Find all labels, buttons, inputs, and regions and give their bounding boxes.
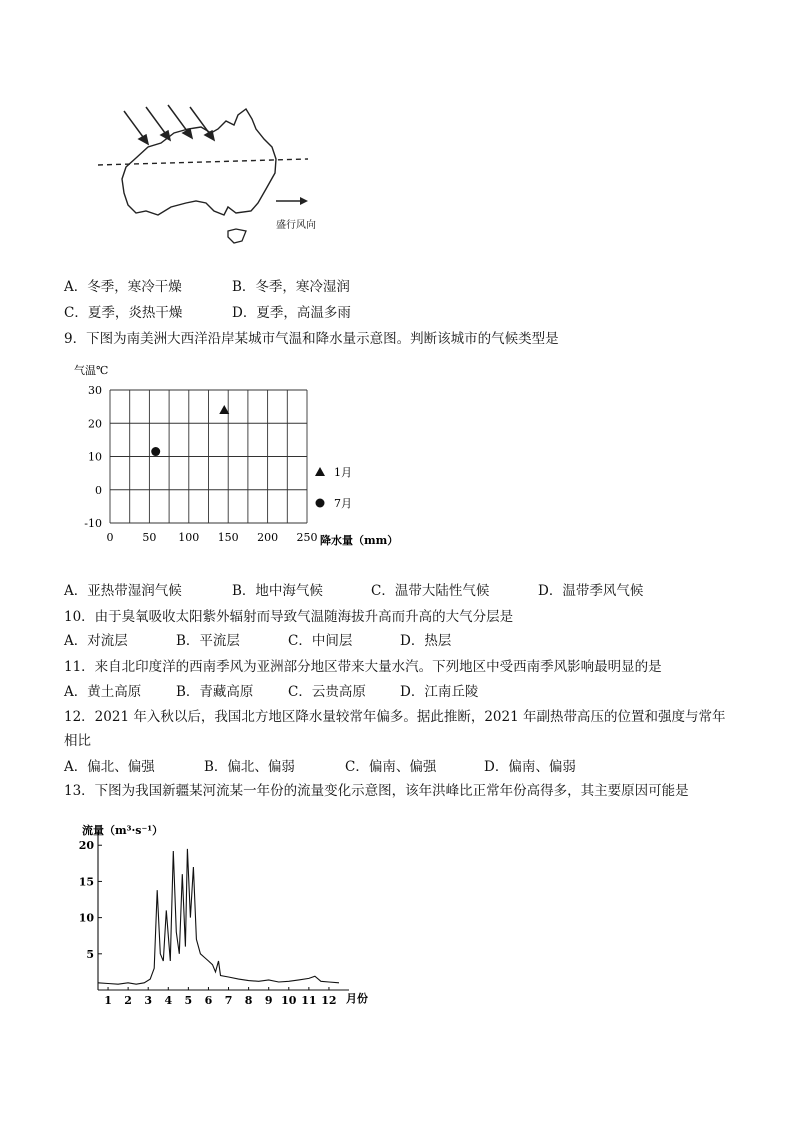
australia-map-svg (76, 103, 356, 263)
climate-point-jul (151, 447, 160, 456)
legend-label: 1月 (334, 466, 352, 479)
climate-x-tick: 150 (217, 531, 239, 544)
climate-x-tick: 200 (257, 531, 279, 544)
flow-x-tick: 5 (184, 994, 193, 1007)
flow-x-tick: 11 (301, 994, 317, 1007)
climate-grid (110, 390, 307, 523)
flow-x-tick: 12 (321, 994, 337, 1007)
climate-x-tick: 50 (142, 531, 157, 544)
q8-option-a[interactable]: A．冬季，寒冷干燥 (64, 279, 182, 295)
q11-option-a[interactable]: A．黄土高原 (64, 684, 142, 700)
climate-y-tick: 0 (95, 483, 102, 497)
climate-tick-labels (84, 384, 317, 544)
q9-option-d[interactable]: D．温带季风气候 (538, 583, 644, 599)
q8-option-b[interactable]: B．冬季，寒冷湿润 (232, 279, 350, 295)
flow-y-tick: 20 (78, 839, 94, 853)
climate-x-axis-label: 降水量（mm） (320, 534, 399, 547)
climate-y-tick: 10 (88, 450, 102, 464)
australia-map-figure (76, 103, 356, 263)
climate-chart-svg (70, 360, 410, 555)
climate-x-tick: 0 (106, 531, 114, 544)
flow-y-tick: 10 (78, 911, 94, 925)
flow-tick-labels (79, 839, 337, 1007)
flow-x-tick: 6 (204, 994, 213, 1007)
q12-option-c[interactable]: C．偏南、偏强 (345, 759, 437, 775)
legend-triangle-marker (315, 467, 325, 476)
flow-series-line (98, 849, 339, 984)
q9-option-a[interactable]: A．亚热带湿润气候 (64, 583, 182, 599)
q9-stem: 9．下图为南美洲大西洋沿岸某城市气温和降水量示意图。判断该城市的气候类型是 (64, 331, 559, 347)
q11-option-b[interactable]: B．青藏高原 (176, 684, 254, 700)
flow-x-tick: 3 (144, 994, 153, 1007)
climate-x-tick: 100 (178, 531, 200, 544)
flow-axes (98, 832, 349, 990)
q10-option-c[interactable]: C．中间层 (288, 633, 353, 649)
climate-y-tick: 20 (88, 417, 102, 431)
legend-circle-marker (316, 499, 325, 508)
q8-option-d[interactable]: D．夏季，高温多雨 (232, 305, 351, 321)
q11-option-c[interactable]: C．云贵高原 (288, 684, 366, 700)
q12-option-d[interactable]: D．偏南、偏弱 (484, 759, 576, 775)
legend-arrowhead (300, 197, 308, 205)
q10-option-d[interactable]: D．热层 (400, 633, 452, 649)
climate-legend (315, 466, 352, 510)
climate-y-axis-label: 气温℃ (74, 364, 109, 377)
flow-x-tick: 8 (244, 994, 253, 1007)
flow-x-tick: 4 (164, 994, 173, 1007)
q11-option-d[interactable]: D．江南丘陵 (400, 684, 479, 700)
flow-x-tick: 9 (264, 994, 273, 1007)
q13-stem: 13．下图为我国新疆某河流某一年份的流量变化示意图，该年洪峰比正常年份高得多，其主要原因可能是 (64, 783, 689, 799)
tasmania-outline (228, 229, 246, 243)
flow-x-tick: 7 (224, 994, 233, 1007)
q12-option-b[interactable]: B．偏北、偏弱 (204, 759, 295, 775)
flow-y-axis-label: 流量（m³·s⁻¹） (82, 824, 164, 837)
q12-stem-line2: 相比 (64, 733, 91, 749)
flow-x-tick: 1 (104, 994, 112, 1007)
legend-label: 7月 (334, 497, 352, 510)
flow-y-tick: 15 (78, 875, 94, 889)
q12-option-a[interactable]: A．偏北、偏强 (64, 759, 155, 775)
climate-y-tick: 30 (88, 384, 102, 397)
flow-x-axis-label: 月份 (346, 992, 368, 1005)
flow-x-tick: 10 (281, 994, 297, 1007)
q12-stem-line1: 12．2021 年入秋以后，我国北方地区降水量较常年偏多。据此推断，2021 年副热带高压的位置和强度与常年 (64, 709, 726, 725)
q10-option-b[interactable]: B．平流层 (176, 633, 240, 649)
map-legend-label: 盛行风向 (276, 220, 316, 231)
q9-option-b[interactable]: B．地中海气候 (232, 583, 323, 599)
climate-y-tick: -10 (84, 517, 102, 530)
flow-chart-figure (78, 818, 378, 1013)
q8-option-c[interactable]: C．夏季，炎热干燥 (64, 305, 183, 321)
q10-stem: 10．由于臭氧吸收太阳紫外辐射而导致气温随海拔升高而升高的大气分层是 (64, 609, 514, 625)
climate-x-tick: 250 (296, 531, 318, 544)
q10-option-a[interactable]: A．对流层 (64, 633, 128, 649)
climate-chart-figure (70, 360, 410, 555)
wind-arrows (124, 105, 214, 144)
q9-option-c[interactable]: C．温带大陆性气候 (371, 583, 490, 599)
flow-x-tick: 2 (124, 994, 132, 1007)
flow-chart-svg (78, 818, 378, 1013)
flow-y-tick: 5 (86, 947, 94, 961)
climate-points (151, 405, 229, 456)
q11-stem: 11．来自北印度洋的西南季风为亚洲部分地区带来大量水汽。下列地区中受西南季风影响最明显的是 (64, 659, 662, 675)
